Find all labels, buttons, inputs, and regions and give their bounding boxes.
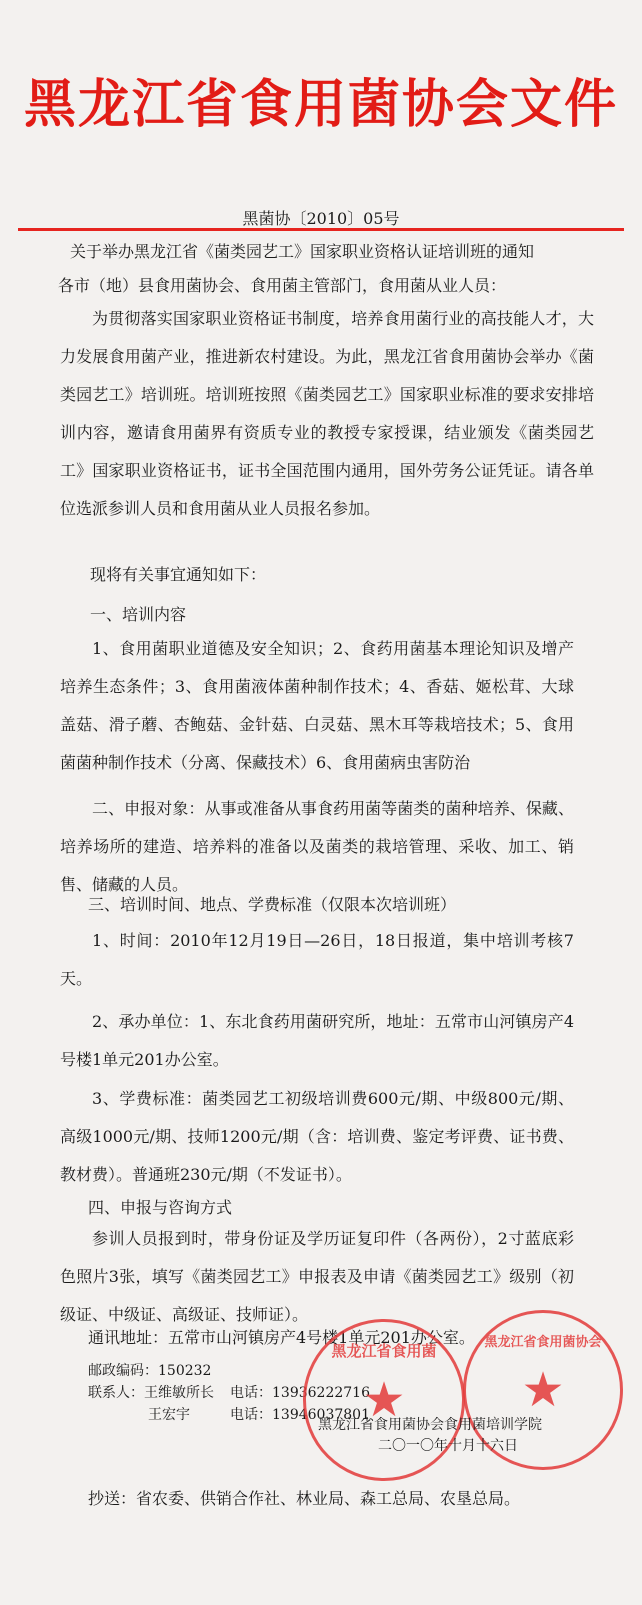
section-4-body: 参训人员报到时，带身份证及学历证复印件（各两份），2寸蓝底彩色照片3张，填写《菌类园艺工》申报表及申请《菌类园艺工》级别（初级证、中级证、高级证、技师证）。 bbox=[60, 1229, 574, 1324]
notice-lead: 现将有关事宜通知如下： bbox=[90, 565, 267, 584]
star-icon: ★ bbox=[521, 1362, 565, 1418]
section-2-body: 二、申报对象：从事或准备从事食药用菌等菌类的菌种培养、保藏、培养场所的建造、培养料的准备以及菌类的栽培管理、采收、加工、销售、储藏的人员。 bbox=[60, 799, 574, 894]
contact-address: 通讯地址：五常市山河镇房产4号楼1单元201办公室。 bbox=[88, 1328, 475, 1347]
contact-phone-2: 电话：13946037801 bbox=[230, 1407, 370, 1423]
section-3-fee: 3、学费标准：菌类园艺工初级培训费600元/期、中级800元/期、高级1000元/期、技师1200元/期（含：培训费、鉴定考评费、证书费、教材费）。普通班230元/期（不发证书）。 bbox=[60, 1089, 574, 1184]
section-3-title: 三、培训时间、地点、学费标准（仅限本次培训班） bbox=[88, 895, 457, 914]
document-number: 黑菌协〔2010〕05号 bbox=[242, 209, 400, 228]
header-red-rule bbox=[18, 228, 624, 231]
signature-date: 二〇一〇年十月十六日 bbox=[378, 1438, 518, 1454]
document-header-title: 黑龙江省食用菌协会文件 bbox=[23, 74, 618, 135]
section-3-place: 2、承办单位：1、东北食药用菌研究所，地址：五常市山河镇房产4号楼1单元201办公室。 bbox=[60, 1012, 574, 1069]
section-1-title: 一、培训内容 bbox=[90, 605, 187, 624]
contact-person-2: 王宏宇 bbox=[148, 1407, 190, 1423]
notice-intro: 为贯彻落实国家职业资格证书制度，培养食用菌行业的高技能人才，大力发展食用菌产业，推进新农村建设。为此，黑龙江省食用菌协会举办《菌类园艺工》培训班。培训班按照《菌类园艺工》国家职业标准的要求安排培训内容，邀请食用菌界有资质专业的教授专家授课，结业颁发《菌类园艺工》国家职业资格证书，证书全国范围内通用，国外劳务公证凭证。请各单位选派参训人员和食用菌从业人员报名参加。 bbox=[60, 309, 594, 518]
notice-addressee: 各市（地）县食用菌协会、食用菌主管部门，食用菌从业人员： bbox=[58, 276, 507, 295]
contact-phone-1: 电话：13936222716 bbox=[230, 1385, 370, 1401]
contact-postcode: 邮政编码：150232 bbox=[88, 1363, 212, 1379]
seal-right-text: 黑龙江省食用菌协会 bbox=[484, 1335, 602, 1350]
contact-person-1: 联系人：王维敏所长 bbox=[88, 1385, 214, 1401]
section-4-title: 四、申报与咨询方式 bbox=[88, 1198, 233, 1217]
cc-list: 抄送：省农委、供销合作社、林业局、森工总局、农垦总局。 bbox=[88, 1489, 521, 1508]
section-1-body: 1、食用菌职业道德及安全知识；2、食药用菌基本理论知识及增产培养生态条件；3、食用菌液体菌种制作技术；4、香菇、姬松茸、大球盖菇、滑子蘑、杏鲍菇、金针菇、白灵菇、黑木耳等栽培技术；5、食用菌菌种制作技术（分离、保藏技术）6、食用菌病虫害防治 bbox=[60, 639, 574, 772]
seal-left-text: 黑龙江省食用菌 bbox=[331, 1342, 437, 1360]
star-icon: ★ bbox=[362, 1372, 406, 1428]
section-3-time: 1、时间：2010年12月19日—26日，18日报道，集中培训考核7天。 bbox=[60, 931, 574, 988]
notice-subject: 关于举办黑龙江省《菌类园艺工》国家职业资格认证培训班的通知 bbox=[70, 242, 535, 261]
signature-org: 黑龙江省食用菌协会食用菌培训学院 bbox=[318, 1417, 542, 1433]
